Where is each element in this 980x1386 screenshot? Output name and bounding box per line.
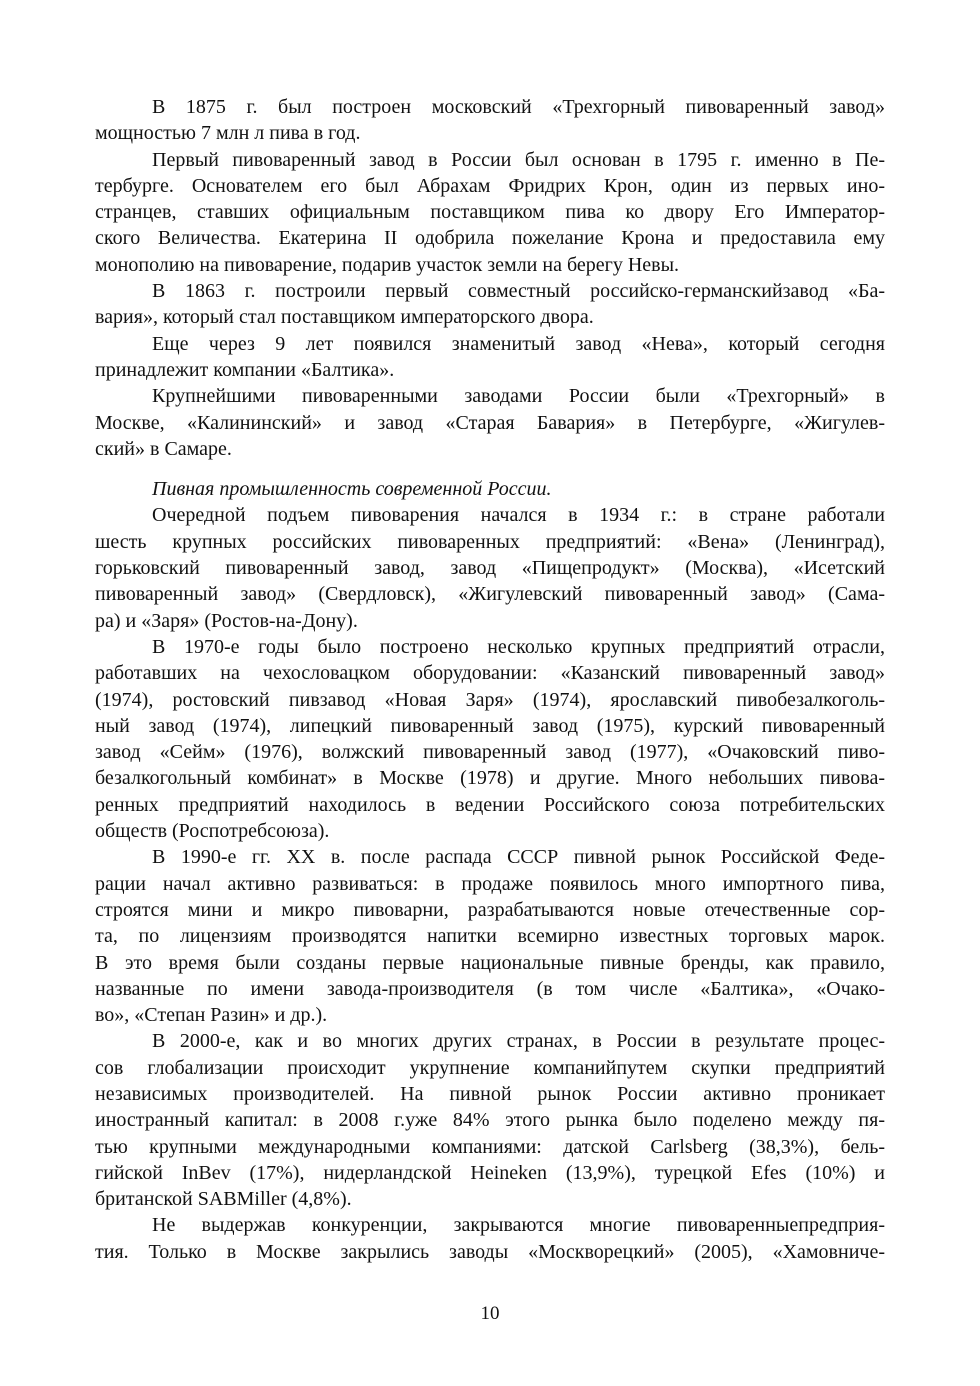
paragraph xyxy=(95,1028,885,1212)
text-line: Очередной подъем пивоварения начался в 1934 г.: в стране работали xyxy=(152,504,885,527)
paragraph xyxy=(95,844,885,1028)
text-line: В 1970-е годы было построено несколько крупных предприятий отрасли, xyxy=(152,635,885,658)
text-line: вария», который стал поставщиком императорского двора. xyxy=(95,306,594,329)
text-line: принадлежит компании «Балтика». xyxy=(95,358,395,381)
text-line: Пивная промышленность современной России. xyxy=(152,478,552,501)
text-line: иностранный капитал: в 2008 г.уже 84% этого рынка было поделено между пя- xyxy=(95,1109,885,1132)
text-line: ренных предприятий находилось в ведении Российского союза потребительских xyxy=(95,793,885,816)
paragraph xyxy=(95,1212,885,1265)
text-line: завод «Сейм» (1976), волжский пивоваренный завод (1977), «Очаковский пиво- xyxy=(95,741,885,764)
text-line: В это время были созданы первые национальные пивные бренды, как правило, xyxy=(95,951,885,974)
paragraph xyxy=(95,147,885,278)
text-line: гийской InBev (17%), нидерландской Heineken (13,9%), турецкой Efes (10%) и xyxy=(95,1161,885,1184)
document-body xyxy=(95,94,885,1265)
paragraph xyxy=(95,634,885,844)
text-line: ра) и «Заря» (Ростов-на-Дону). xyxy=(95,609,358,632)
text-line: горьковский пивоваренный завод, завод «Пищепродукт» (Москва), «Исетский xyxy=(95,557,885,580)
text-line: Крупнейшими пивоваренными заводами России были «Трехгорный» в xyxy=(152,385,885,408)
text-line: строятся мини и микро пивоварни, разрабатываются новые отечественные сор- xyxy=(95,898,885,921)
text-line: В 1863 г. построили первый совместный российско-германскийзавод «Ба- xyxy=(152,280,885,303)
paragraph xyxy=(95,502,885,633)
text-line: странцев, ставших официальным поставщиком пива ко двору Его Император- xyxy=(95,201,885,224)
text-line: В 2000-е, как и во многих других странах, в России в результате процес- xyxy=(152,1030,885,1053)
text-line: Не выдержав конкуренции, закрываются многие пивоваренныепредприя- xyxy=(152,1214,885,1237)
text-line: сов глобализации происходит укрупнение компанийпутем скупки предприятий xyxy=(95,1056,885,1079)
text-line: названные по имени завода-производителя (в том числе «Балтика», «Очако- xyxy=(95,977,885,1000)
text-line: Еще через 9 лет появился знаменитый завод «Нева», который сегодня xyxy=(152,332,885,355)
paragraph xyxy=(95,94,885,147)
text-line: шесть крупных российских пивоваренных предприятий: «Вена» (Ленинград), xyxy=(95,530,885,553)
section-heading xyxy=(95,476,885,502)
text-line: В 1875 г. был построен московский «Трехгорный пивоваренный завод» xyxy=(152,96,885,118)
text-line: работавших на чехословацком оборудовании: «Казанский пивоваренный завод» xyxy=(95,662,885,685)
text-line: тия. Только в Москве закрылись заводы «Москворецкий» (2005), «Хамовниче- xyxy=(95,1240,885,1263)
text-line: Первый пивоваренный завод в России был основан в 1795 г. именно в Пе- xyxy=(152,148,885,171)
text-line: безалкогольный комбинат» в Москве (1978) и другие. Много небольших пивова- xyxy=(95,767,885,790)
paragraph xyxy=(95,278,885,331)
text-line: тью крупными международными компаниями: датской Carlsberg (38,3%), бель- xyxy=(95,1135,885,1158)
text-line: обществ (Роспотребсоюза). xyxy=(95,820,330,843)
text-line: монополию на пивоварение, подарив участок земли на берегу Невы. xyxy=(95,253,680,276)
text-line: (1974), ростовский пивзавод «Новая Заря» (1974), ярославский пивобезалкоголь- xyxy=(95,688,885,711)
text-line: независимых производителей. На пивной рынок России активно проникает xyxy=(95,1082,885,1105)
paragraph xyxy=(95,331,885,384)
text-line: ский» в Самаре. xyxy=(95,437,232,460)
text-line: В 1990-е гг. XX в. после распада СССР пивной рынок Российской Феде- xyxy=(152,846,885,869)
text-line: тербурге. Основателем его был Абрахам Фридрих Крон, один из первых ино- xyxy=(95,174,885,197)
page-number: 10 xyxy=(480,1303,500,1324)
text-line: пивоваренный завод» (Свердловск), «Жигулевский пивоваренный завод» (Сама- xyxy=(95,583,885,606)
text-line: Москве, «Калининский» и завод «Старая Бавария» в Петербурге, «Жигулев- xyxy=(95,411,885,434)
text-line: во», «Степан Разин» и др.). xyxy=(95,1004,328,1027)
text-line: ный завод (1974), липецкий пивоваренный завод (1975), курский пивоваренный xyxy=(95,714,885,737)
text-line: та, по лицензиям производятся напитки всемирно известных торговых марок. xyxy=(95,925,885,948)
text-line: рации начал активно развиваться: в продаже появилось много импортного пива, xyxy=(95,872,885,895)
text-line: ского Величества. Екатерина II одобрила пожелание Крона и предоставила ему xyxy=(95,227,885,250)
text-line: мощностью 7 млн л пива в год. xyxy=(95,122,361,145)
text-line: британской SABMiller (4,8%). xyxy=(95,1188,352,1211)
paragraph xyxy=(95,383,885,462)
